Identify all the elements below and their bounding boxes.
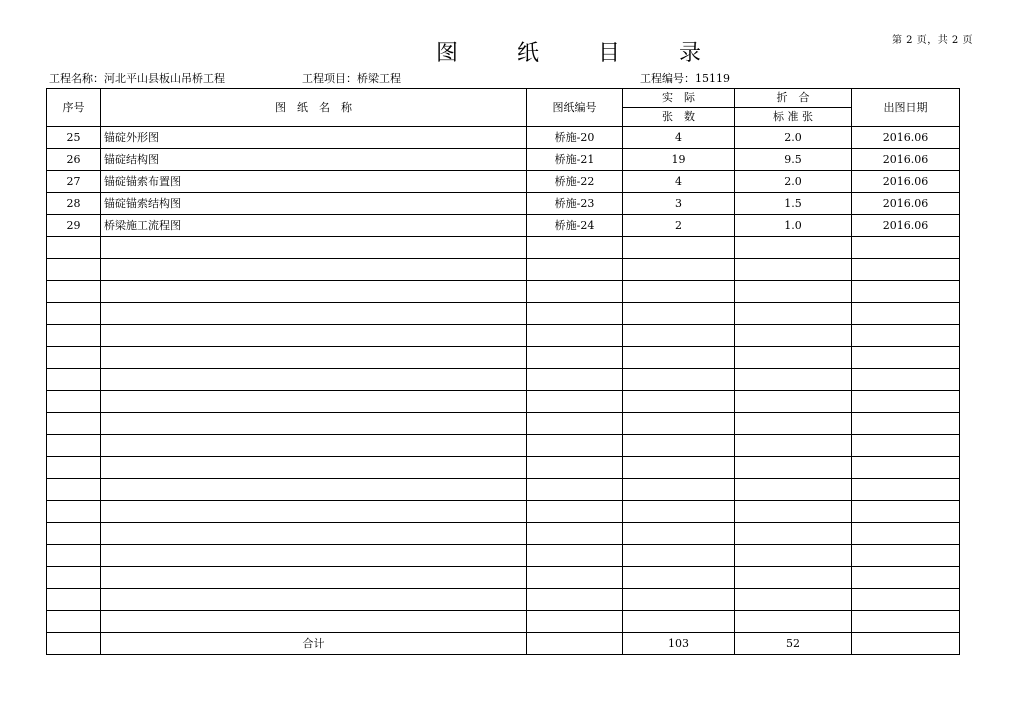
row-code: 桥施-21 [527, 149, 623, 171]
empty-row [47, 259, 960, 281]
empty-cell [623, 391, 735, 413]
header-equiv: 折 合 [735, 89, 852, 108]
empty-cell [47, 501, 101, 523]
empty-cell [852, 567, 960, 589]
empty-cell [101, 237, 527, 259]
empty-cell [623, 259, 735, 281]
empty-row [47, 567, 960, 589]
empty-cell [735, 523, 852, 545]
empty-cell [47, 611, 101, 633]
row-standard: 9.5 [735, 149, 852, 171]
empty-cell [101, 369, 527, 391]
row-date: 2016.06 [852, 171, 960, 193]
row-seq: 25 [47, 127, 101, 149]
empty-cell [47, 259, 101, 281]
empty-cell [623, 479, 735, 501]
empty-row [47, 237, 960, 259]
empty-cell [852, 259, 960, 281]
row-sheets: 19 [623, 149, 735, 171]
empty-cell [527, 303, 623, 325]
empty-row [47, 325, 960, 347]
empty-cell [101, 567, 527, 589]
table-row [47, 171, 960, 193]
empty-cell [852, 347, 960, 369]
project-item: 工程项目：桥梁工程 [302, 72, 401, 85]
empty-cell [101, 303, 527, 325]
empty-row [47, 303, 960, 325]
empty-cell [527, 259, 623, 281]
empty-cell [623, 545, 735, 567]
empty-cell [735, 501, 852, 523]
empty-cell [47, 303, 101, 325]
empty-cell [735, 303, 852, 325]
empty-cell [101, 611, 527, 633]
row-name: 锚碇结构图 [101, 149, 527, 171]
empty-cell [527, 611, 623, 633]
empty-row [47, 391, 960, 413]
header-name: 图 纸 名 称 [101, 89, 527, 127]
empty-cell [101, 413, 527, 435]
empty-cell [527, 589, 623, 611]
empty-cell [623, 567, 735, 589]
empty-cell [852, 391, 960, 413]
empty-cell [527, 567, 623, 589]
empty-cell [101, 545, 527, 567]
empty-cell [623, 347, 735, 369]
header-actual-sheets: 张 数 [623, 108, 735, 127]
empty-cell [735, 545, 852, 567]
total-sheets: 103 [623, 633, 735, 655]
empty-cell [623, 237, 735, 259]
empty-cell [735, 589, 852, 611]
project-name: 工程名称：河北平山县板山吊桥工程 [49, 72, 225, 85]
header-code: 图纸编号 [527, 89, 623, 127]
empty-cell [735, 281, 852, 303]
empty-row [47, 369, 960, 391]
empty-row [47, 545, 960, 567]
empty-cell [623, 589, 735, 611]
empty-cell [527, 237, 623, 259]
empty-cell [527, 391, 623, 413]
row-name: 锚碇锚索布置图 [101, 171, 527, 193]
empty-cell [47, 347, 101, 369]
empty-cell [101, 435, 527, 457]
empty-cell [47, 589, 101, 611]
header-seq: 序号 [47, 89, 101, 127]
empty-cell [735, 567, 852, 589]
empty-cell [527, 281, 623, 303]
empty-cell [47, 369, 101, 391]
empty-cell [623, 611, 735, 633]
row-seq: 27 [47, 171, 101, 193]
row-standard: 1.0 [735, 215, 852, 237]
empty-cell [527, 523, 623, 545]
empty-cell [852, 457, 960, 479]
row-standard: 2.0 [735, 127, 852, 149]
empty-row [47, 523, 960, 545]
row-sheets: 3 [623, 193, 735, 215]
header-date: 出图日期 [852, 89, 960, 127]
empty-cell [47, 325, 101, 347]
empty-cell [527, 413, 623, 435]
empty-cell [101, 325, 527, 347]
empty-cell [47, 545, 101, 567]
empty-cell [623, 457, 735, 479]
empty-cell [852, 523, 960, 545]
empty-cell [735, 391, 852, 413]
empty-cell [735, 611, 852, 633]
empty-cell [623, 501, 735, 523]
empty-cell [527, 479, 623, 501]
empty-row [47, 435, 960, 457]
empty-cell [47, 237, 101, 259]
total-code-cell [527, 633, 623, 655]
empty-cell [101, 479, 527, 501]
row-standard: 1.5 [735, 193, 852, 215]
total-row [47, 633, 960, 655]
header-equiv-standard: 标 准 张 [735, 108, 852, 127]
empty-cell [527, 369, 623, 391]
empty-row [47, 501, 960, 523]
total-standard: 52 [735, 633, 852, 655]
row-code: 桥施-24 [527, 215, 623, 237]
empty-row [47, 589, 960, 611]
empty-cell [852, 545, 960, 567]
empty-cell [47, 413, 101, 435]
empty-cell [101, 391, 527, 413]
header-actual: 实 际 [623, 89, 735, 108]
empty-cell [101, 347, 527, 369]
empty-cell [47, 567, 101, 589]
empty-cell [47, 523, 101, 545]
empty-cell [852, 479, 960, 501]
empty-cell [47, 435, 101, 457]
empty-cell [527, 347, 623, 369]
empty-cell [852, 237, 960, 259]
row-seq: 29 [47, 215, 101, 237]
row-seq: 26 [47, 149, 101, 171]
empty-cell [735, 369, 852, 391]
empty-cell [101, 259, 527, 281]
row-sheets: 4 [623, 171, 735, 193]
row-sheets: 4 [623, 127, 735, 149]
empty-cell [623, 369, 735, 391]
empty-cell [735, 237, 852, 259]
row-code: 桥施-23 [527, 193, 623, 215]
empty-cell [623, 281, 735, 303]
empty-cell [852, 369, 960, 391]
empty-cell [527, 501, 623, 523]
empty-cell [735, 479, 852, 501]
table-row [47, 215, 960, 237]
empty-cell [47, 479, 101, 501]
row-code: 桥施-22 [527, 171, 623, 193]
row-sheets: 2 [623, 215, 735, 237]
empty-row [47, 611, 960, 633]
empty-cell [47, 457, 101, 479]
empty-cell [735, 325, 852, 347]
empty-cell [852, 611, 960, 633]
row-date: 2016.06 [852, 215, 960, 237]
table-row [47, 149, 960, 171]
page-number: 第 2 页，共 2 页 [892, 35, 973, 46]
empty-cell [735, 347, 852, 369]
empty-cell [852, 281, 960, 303]
empty-cell [101, 589, 527, 611]
empty-row [47, 457, 960, 479]
empty-cell [101, 457, 527, 479]
empty-cell [47, 281, 101, 303]
empty-cell [623, 523, 735, 545]
total-date-cell [852, 633, 960, 655]
empty-cell [852, 589, 960, 611]
empty-cell [852, 413, 960, 435]
empty-cell [735, 259, 852, 281]
row-date: 2016.06 [852, 193, 960, 215]
table-row [47, 193, 960, 215]
empty-row [47, 281, 960, 303]
empty-cell [527, 545, 623, 567]
row-code: 桥施-20 [527, 127, 623, 149]
page-title: 图 纸 目 录 [436, 41, 727, 66]
empty-row [47, 413, 960, 435]
empty-cell [527, 435, 623, 457]
empty-cell [852, 501, 960, 523]
drawing-catalog-table [46, 88, 960, 655]
empty-row [47, 479, 960, 501]
empty-cell [527, 325, 623, 347]
empty-cell [735, 413, 852, 435]
row-name: 桥梁施工流程图 [101, 215, 527, 237]
table-row [47, 127, 960, 149]
empty-cell [101, 501, 527, 523]
empty-cell [623, 413, 735, 435]
empty-cell [735, 435, 852, 457]
row-date: 2016.06 [852, 127, 960, 149]
row-name: 锚碇锚索结构图 [101, 193, 527, 215]
catalog-body [47, 127, 960, 633]
row-standard: 2.0 [735, 171, 852, 193]
empty-cell [527, 457, 623, 479]
row-name: 锚碇外形图 [101, 127, 527, 149]
empty-cell [623, 435, 735, 457]
empty-cell [735, 457, 852, 479]
project-number: 工程编号：15119 [640, 72, 730, 85]
empty-cell [101, 523, 527, 545]
empty-cell [852, 303, 960, 325]
row-seq: 28 [47, 193, 101, 215]
empty-cell [623, 325, 735, 347]
empty-cell [623, 303, 735, 325]
empty-row [47, 347, 960, 369]
total-seq-cell [47, 633, 101, 655]
total-label: 合计 [101, 633, 527, 655]
row-date: 2016.06 [852, 149, 960, 171]
empty-cell [101, 281, 527, 303]
empty-cell [852, 435, 960, 457]
empty-cell [852, 325, 960, 347]
empty-cell [47, 391, 101, 413]
